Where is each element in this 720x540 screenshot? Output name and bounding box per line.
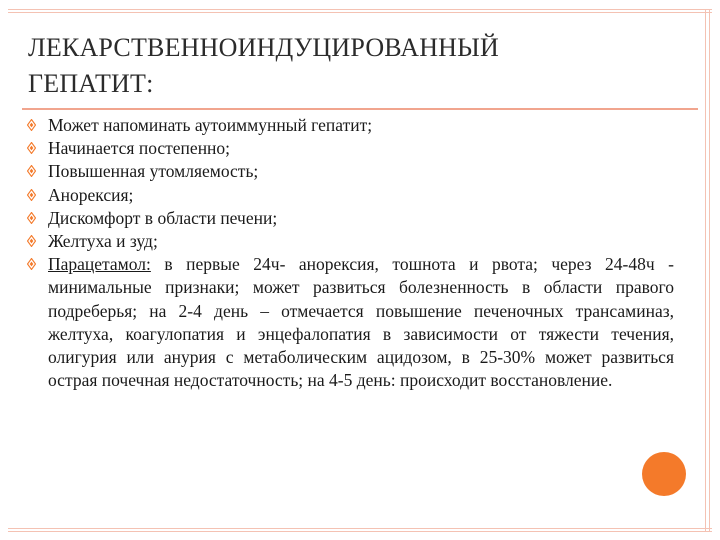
bullet-text: Повышенная утомляемость; bbox=[48, 161, 259, 182]
diamond-bullet-icon bbox=[27, 258, 36, 270]
bullet-text: Дискомфорт в области печени; bbox=[48, 207, 278, 228]
diamond-bullet-icon bbox=[27, 235, 36, 247]
bullet-text: Анорексия; bbox=[48, 184, 134, 205]
frame-top-line bbox=[8, 9, 712, 10]
list-item bbox=[26, 207, 674, 230]
frame-bottom-line-inner bbox=[8, 531, 712, 532]
list-item bbox=[26, 160, 674, 183]
bullet-text: Может напоминать аутоиммунный гепатит; bbox=[48, 115, 373, 135]
paracetamol-text: в первые 24ч- анорексия, тошнота и рвота; через 24-48ч - минимальные признаки; может развиться болезненность в области правого подреберья; на 2-4 день – отмечается повышение печеночных трансаминаз, желтуха, коагулопатия и энцефалопатия в зависимости от тяжести течения, олигурия или анурия с метаболическим ацидозом, в 25-30% может развиться острая почечная недостаточность; на 4-5 день: происходит восстановление. bbox=[48, 254, 674, 391]
list-item bbox=[26, 114, 674, 137]
diamond-bullet-icon bbox=[27, 165, 36, 177]
list-item bbox=[26, 184, 674, 207]
bullet-text: Желтуха и зуд; bbox=[48, 231, 158, 252]
bullet-list bbox=[26, 114, 674, 392]
frame-top-line-inner bbox=[8, 12, 712, 13]
diamond-bullet-icon bbox=[27, 212, 36, 224]
slide-title bbox=[28, 30, 688, 102]
decorative-circle bbox=[642, 452, 686, 496]
slide-title-line2: ГЕПАТИТ: bbox=[28, 69, 154, 98]
paracetamol-label: Парацетамол: bbox=[48, 254, 151, 275]
diamond-bullet-icon bbox=[27, 119, 36, 131]
diamond-bullet-icon bbox=[27, 142, 36, 154]
frame-bottom-line bbox=[8, 528, 712, 529]
list-item-paracetamol bbox=[26, 253, 674, 392]
frame-right-line bbox=[705, 9, 706, 531]
frame-right-line-inner bbox=[709, 9, 710, 531]
title-underline bbox=[22, 108, 698, 110]
bullet-text: Начинается постепенно; bbox=[48, 138, 231, 159]
diamond-bullet-icon bbox=[27, 189, 36, 201]
slide-title-line1: ЛЕКАРСТВЕННОИНДУЦИРОВАННЫЙ bbox=[28, 33, 499, 62]
list-item bbox=[26, 230, 674, 253]
list-item bbox=[26, 137, 674, 160]
